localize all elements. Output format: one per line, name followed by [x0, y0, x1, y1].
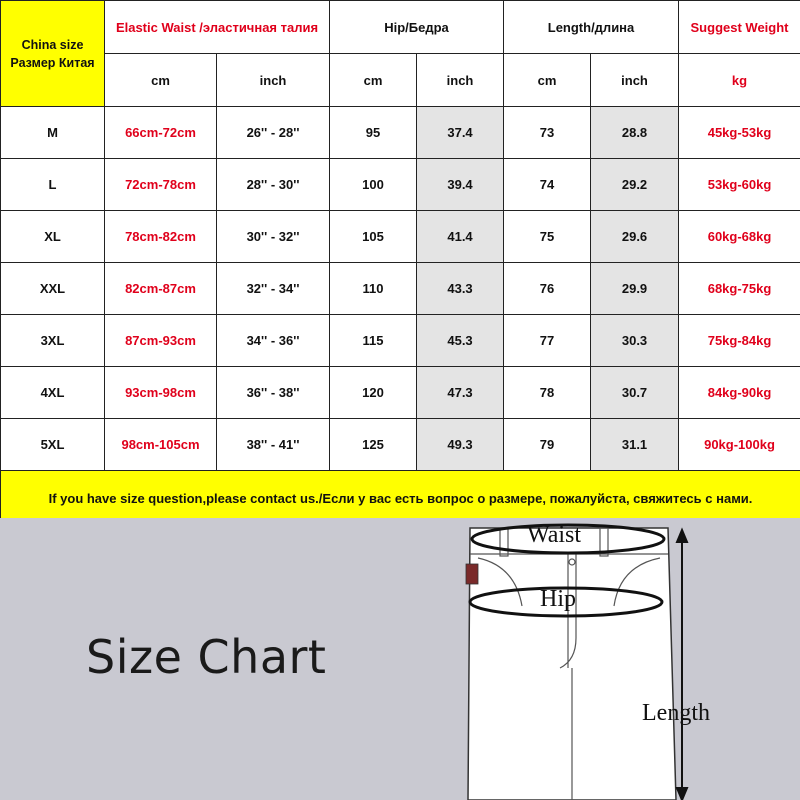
- length-arrow: [677, 530, 687, 800]
- hip-cm-cell: 125: [330, 419, 417, 471]
- length-inch-cell: 29.6: [591, 211, 679, 263]
- length-cm-cell: 73: [504, 107, 591, 159]
- contact-note: If you have size question,please contact us./Если у вас есть вопрос о размере, пожалуйста, свяжитесь с нами.: [1, 471, 800, 527]
- length-cm-cell: 75: [504, 211, 591, 263]
- waist-header: Elastic Waist /эластичная талия: [105, 1, 330, 54]
- waist-cm-cell: 72cm-78cm: [105, 159, 217, 211]
- hip-inch-cell: 47.3: [417, 367, 504, 419]
- unit-row: [1, 54, 800, 107]
- hip-cm-cell: 95: [330, 107, 417, 159]
- weight-cell: 45kg-53kg: [679, 107, 800, 159]
- hip-inch-cell: 39.4: [417, 159, 504, 211]
- waist-label: Waist: [527, 522, 582, 548]
- length-inch-cell: 29.9: [591, 263, 679, 315]
- length-cm-cell: 78: [504, 367, 591, 419]
- waist-cm-cell: 66cm-72cm: [105, 107, 217, 159]
- length-cm-cell: 77: [504, 315, 591, 367]
- unit-waist-inch: inch: [217, 54, 330, 107]
- weight-header: Suggest Weight: [679, 1, 800, 54]
- pants-diagram: [0, 518, 800, 800]
- length-header: Length/длина: [504, 1, 679, 54]
- waist-inch-cell: 32'' - 34'': [217, 263, 330, 315]
- hip-inch-cell: 49.3: [417, 419, 504, 471]
- hip-cm-cell: 100: [330, 159, 417, 211]
- waist-cm-cell: 82cm-87cm: [105, 263, 217, 315]
- weight-cell: 68kg-75kg: [679, 263, 800, 315]
- hip-cm-cell: 105: [330, 211, 417, 263]
- table-row: [1, 159, 800, 211]
- size-cell: 4XL: [1, 367, 105, 419]
- table-row: [1, 419, 800, 471]
- size-cell: M: [1, 107, 105, 159]
- size-cell: L: [1, 159, 105, 211]
- waist-inch-cell: 36'' - 38'': [217, 367, 330, 419]
- size-cell: 5XL: [1, 419, 105, 471]
- length-label: Length: [642, 700, 710, 726]
- china-size-label-en: China size: [21, 37, 84, 52]
- hip-label: Hip: [540, 586, 576, 612]
- waist-inch-cell: 30'' - 32'': [217, 211, 330, 263]
- hip-inch-cell: 45.3: [417, 315, 504, 367]
- size-cell: XL: [1, 211, 105, 263]
- table-row: [1, 263, 800, 315]
- unit-length-inch: inch: [591, 54, 679, 107]
- length-inch-cell: 30.7: [591, 367, 679, 419]
- length-inch-cell: 30.3: [591, 315, 679, 367]
- hip-cm-cell: 115: [330, 315, 417, 367]
- table-row: [1, 367, 800, 419]
- hip-inch-cell: 37.4: [417, 107, 504, 159]
- hip-header: Hip/Бедра: [330, 1, 504, 54]
- waist-inch-cell: 38'' - 41'': [217, 419, 330, 471]
- unit-waist-cm: cm: [105, 54, 217, 107]
- waist-cm-cell: 98cm-105cm: [105, 419, 217, 471]
- length-cm-cell: 76: [504, 263, 591, 315]
- size-cell: XXL: [1, 263, 105, 315]
- length-inch-cell: 31.1: [591, 419, 679, 471]
- weight-cell: 84kg-90kg: [679, 367, 800, 419]
- unit-hip-cm: cm: [330, 54, 417, 107]
- weight-cell: 53kg-60kg: [679, 159, 800, 211]
- hip-inch-cell: 43.3: [417, 263, 504, 315]
- size-chart-title: Size Chart: [86, 630, 327, 684]
- hip-cm-cell: 110: [330, 263, 417, 315]
- table-row: [1, 315, 800, 367]
- size-cell: 3XL: [1, 315, 105, 367]
- length-cm-cell: 79: [504, 419, 591, 471]
- length-inch-cell: 28.8: [591, 107, 679, 159]
- waist-inch-cell: 34'' - 36'': [217, 315, 330, 367]
- unit-weight: kg: [679, 54, 800, 107]
- unit-length-cm: cm: [504, 54, 591, 107]
- china-size-header: [1, 1, 105, 107]
- weight-cell: 90kg-100kg: [679, 419, 800, 471]
- weight-cell: 75kg-84kg: [679, 315, 800, 367]
- waist-cm-cell: 87cm-93cm: [105, 315, 217, 367]
- china-size-label-ru: Размер Китая: [10, 55, 95, 70]
- waist-inch-cell: 26'' - 28'': [217, 107, 330, 159]
- waist-cm-cell: 78cm-82cm: [105, 211, 217, 263]
- unit-hip-inch: inch: [417, 54, 504, 107]
- table-row: [1, 107, 800, 159]
- weight-cell: 60kg-68kg: [679, 211, 800, 263]
- length-cm-cell: 74: [504, 159, 591, 211]
- header-row: [1, 1, 800, 54]
- table-row: [1, 211, 800, 263]
- label-tag: [466, 564, 478, 584]
- hip-inch-cell: 41.4: [417, 211, 504, 263]
- length-inch-cell: 29.2: [591, 159, 679, 211]
- hip-cm-cell: 120: [330, 367, 417, 419]
- waist-cm-cell: 93cm-98cm: [105, 367, 217, 419]
- waist-inch-cell: 28'' - 30'': [217, 159, 330, 211]
